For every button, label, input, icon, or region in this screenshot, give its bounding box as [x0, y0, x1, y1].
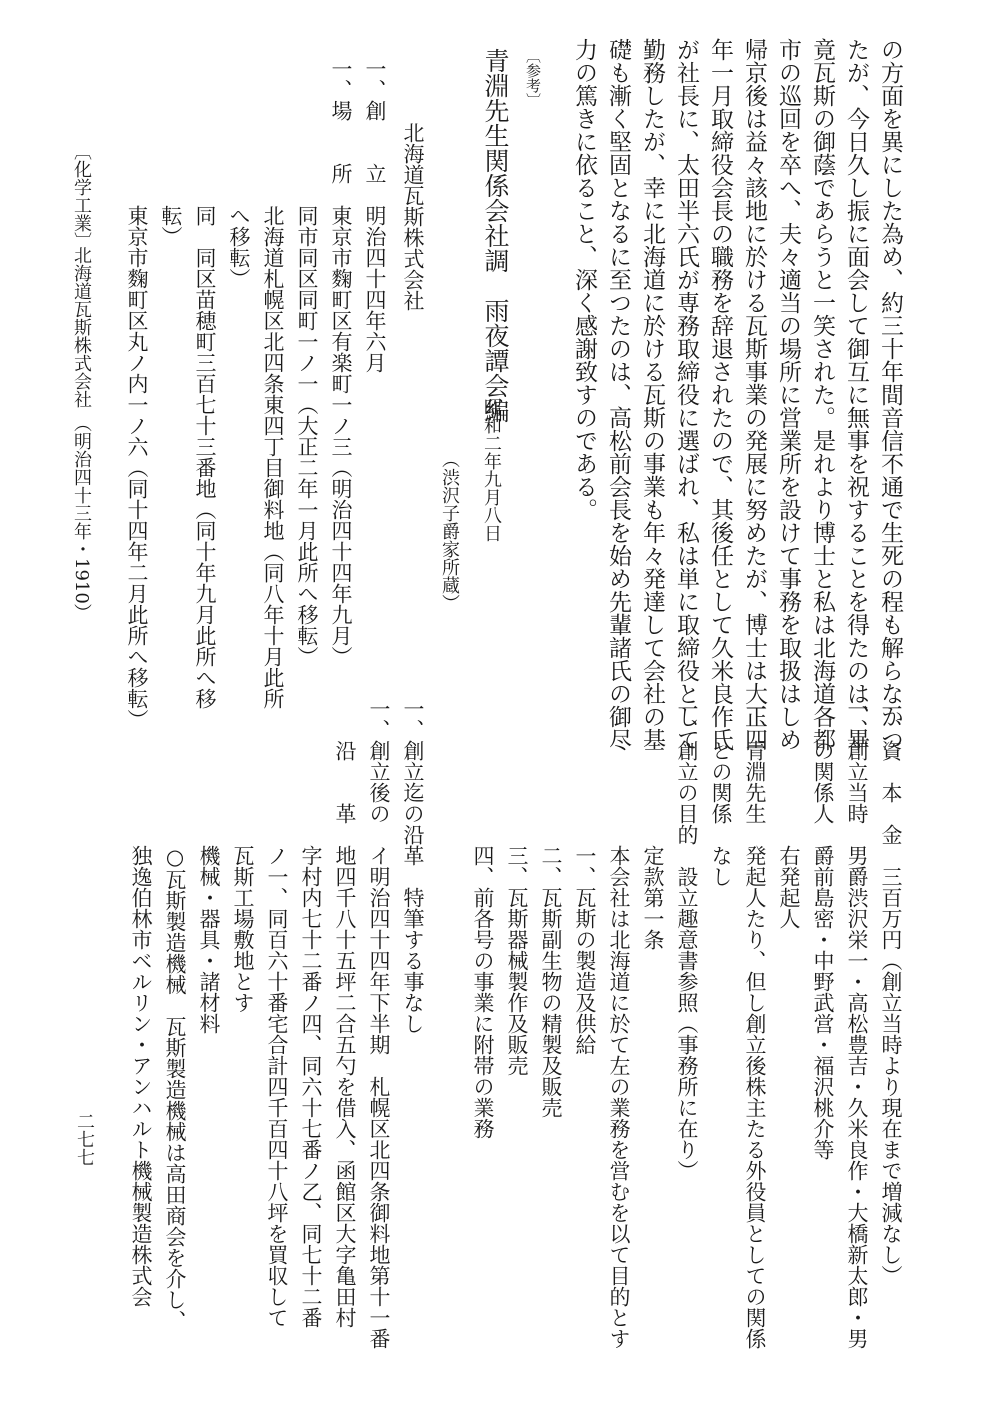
detail-line: ○瓦斯製造機械 瓦斯製造機械は高田商会を介し、 [163, 698, 187, 1331]
reference-row: 北海道札幌区北四条東四丁目御料地（同八年十月此所 [261, 58, 285, 709]
reference-title: 青淵先生関係会社調 雨夜譚会編 [481, 48, 510, 423]
reference-row: 東京市麴町区丸ノ内一ノ六（同十四年二月此所へ移転） [125, 58, 149, 730]
source-date: （明治四十三年・1910） [71, 414, 92, 622]
detail-line: 右発起人 [777, 698, 801, 929]
source-company: 北海道瓦斯株式会社 [71, 246, 92, 408]
reference-row: 同 同区苗穂町三百七十三番地（同十年九月此所へ移 [193, 58, 217, 709]
detail-line: 本会社は北海道に於て左の業務を営むを以て目的とす [607, 698, 631, 1349]
detail-line: ノ一、同百六十番宅合計四千百四十八坪を買収して [265, 698, 289, 1328]
detail-line: 三、瓦斯器械製作及販売 [505, 698, 529, 1076]
detail-line: 一、資 本 金 三百万円（創立当時より現在まで増減なし） [879, 698, 903, 1286]
detail-line: 独逸伯林市ベルリン・アンハルト機械製造株式会 [129, 698, 153, 1307]
detail-line: 機械・器具・諸材料 [197, 698, 221, 1034]
body-column: たが、今日久し振に面会して御互に無事を祝することを得たのは、畢 [843, 38, 869, 751]
detail-line: 一、創立後の イ明治四十四年下半期 札幌区北四条御料地第十一番 [367, 698, 391, 1349]
source-book: 〔化学工業〕 [71, 142, 92, 250]
detail-line: 定款第一条 [641, 698, 665, 950]
detail-line: 一、創立迄の沿革 特筆する事なし [401, 698, 425, 1034]
detail-line: 二、瓦斯副生物の精製及販売 [539, 698, 563, 1118]
body-column: 市の巡回を卒へ、夫々適当の場所に営業所を設けて事務を取扱はしめ [775, 38, 801, 751]
reference-label: 〔参考〕 [524, 48, 542, 108]
reference-row: 一、創 立 明治四十四年六月 [363, 58, 387, 373]
body-column: 勤務したが、幸に北海道に於ける瓦斯の事業も年々発達して会社の基 [639, 38, 665, 751]
body-column: が社長に、太田半六氏が専務取締役に選ばれ、私は単に取締役として [673, 38, 699, 751]
body-column: 竟瓦斯の御蔭であらうと一笑された。是れより博士と私は北海道各都 [809, 38, 835, 751]
body-column: 年一月取締役会長の職務を辞退されたので、其後任として久米良作氏 [707, 38, 733, 751]
page-number: 二七七 [74, 1112, 95, 1166]
reference-date: 昭和二年九月八日 [481, 398, 502, 542]
detail-line: 瓦斯工場敷地とす [231, 698, 255, 1013]
reference-row: へ移転） [227, 58, 251, 289]
detail-line: 字村内七十二番ノ四、同六十七番ノ乙、同七十二番 [299, 698, 323, 1328]
reference-row: 同市同区同町一ノ一（大正二年一月此所へ移転） [295, 58, 319, 667]
detail-line: 一、青淵先生 発起人たり、但し創立後株主たる外役員としての関係 [743, 698, 767, 1349]
reference-row: 一、場 所 東京市麴町区有楽町一ノ三（明治四十四年九月） [329, 58, 353, 667]
detail-line: との関係 なし [709, 698, 733, 887]
detail-line: 一、創立当時 男爵渋沢栄一・高松豊吉・久米良作・大橋新太郎・男 [845, 698, 869, 1349]
reference-source: （渋沢子爵家所蔵） [439, 450, 460, 612]
company-name: 北海道瓦斯株式会社 [401, 122, 425, 311]
detail-line: の関係人 爵前島密・中野武営・福沢桃介等 [811, 698, 835, 1160]
body-column: 帰京後は益々該地に於ける瓦斯事業の発展に努めたが、博士は大正四 [741, 38, 767, 751]
detail-line: 沿 革 地四千八十五坪二合五勺を借入、函館区大字亀田村 [333, 698, 357, 1328]
body-column: の方面を異にした為め、約三十年間音信不通で生死の程も解らなかつ [877, 38, 903, 751]
body-column: 礎も漸く堅固となるに至つたのは、高松前会長を始め先輩諸氏の御尽 [605, 38, 631, 751]
reference-row: 転） [159, 58, 183, 247]
detail-line: 一、創立の目的 設立趣意書参照（事務所に在り） [675, 698, 699, 1181]
detail-line: 四、前各号の事業に附帯の業務 [471, 698, 495, 1139]
detail-line: 一、瓦斯の製造及供給 [573, 698, 597, 1055]
body-column: 力の篤きに依ること、深く感謝致すのである。 [571, 38, 597, 521]
